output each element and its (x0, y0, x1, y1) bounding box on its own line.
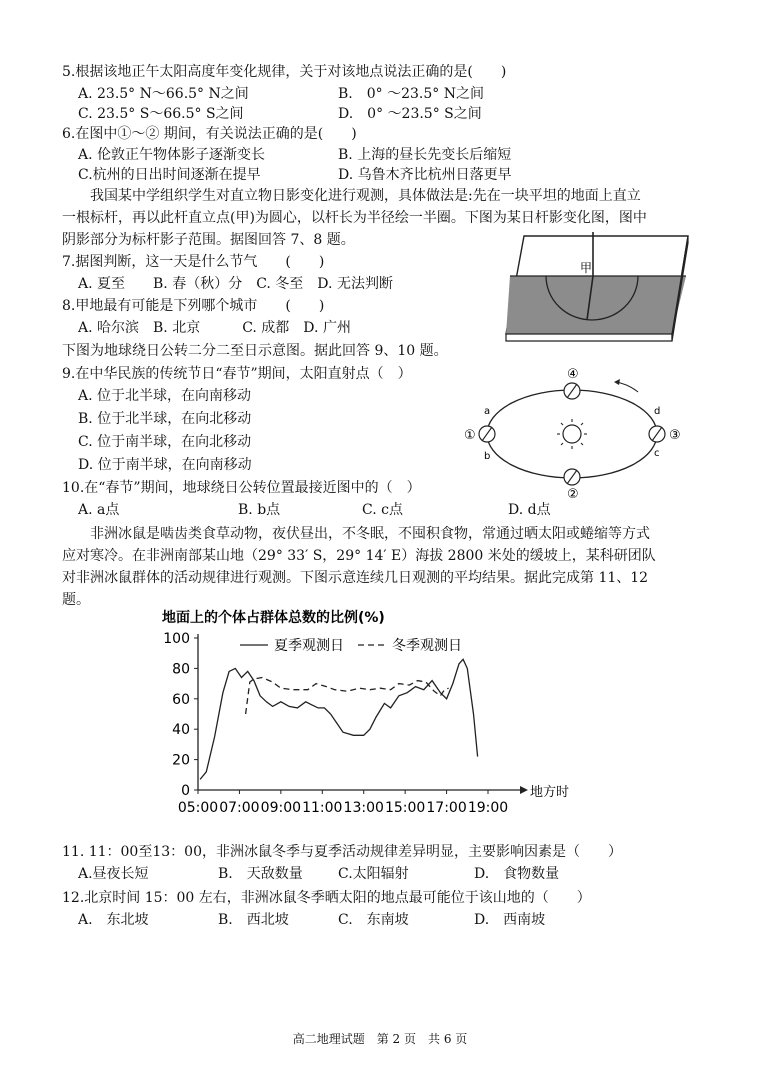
point-a-label: a (484, 406, 491, 417)
series-line-winter (246, 678, 449, 715)
y-tick-label: 40 (172, 722, 190, 739)
q10-option-a: A. a点 (78, 502, 120, 518)
x-tick-label: 11:00 (302, 800, 343, 816)
q11-stem: 11. 11：00至13：00，非洲冰鼠冬季与夏季活动规律差异明显，主要影响因素是（ ） (62, 844, 622, 860)
chart-legend (240, 638, 462, 654)
q9-option-b: B. 位于北半球，在向北移动 (78, 411, 252, 427)
x-axis-arrow (520, 786, 528, 794)
y-tick-label: 0 (181, 783, 190, 799)
x-tick-label: 17:00 (426, 800, 467, 816)
series-line-summary (200, 659, 478, 779)
q7-options: A. 夏至 B. 春（秋）分 C. 冬至 D. 无法判断 (78, 276, 393, 292)
intro-1112-line-2: 应对寒冷。在非洲南部某山地（29° 33′ S，29° 14′ E）海拔 2800 米处的缓坡上，某科研团队 (62, 548, 656, 564)
intro-1112-line-3: 对非洲冰鼠群体的活动规律进行观测。下图示意连续几日观测的平均结果。据此完成第 11、12 (62, 570, 649, 586)
q9-stem: 9.在中华民族的传统节日“春节”期间，太阳直射点（ ） (62, 366, 412, 382)
earth-position-1 (479, 426, 495, 442)
q6-option-b: B. 上海的昼长先变长后缩短 (338, 147, 512, 163)
label-position-3: ③ (669, 428, 681, 443)
point-jia-label: 甲 (580, 261, 593, 275)
q10-stem: 10.在“春节”期间，地球绕日公转位置最接近图中的（ ） (62, 480, 421, 496)
x-tick-label: 19:00 (467, 800, 509, 816)
intro-78-line-2: 一根标杆，再以此杆直立点(甲)为圆心，以杆长为半径绘一半圈。下图为某日杆影变化图，图中 (62, 210, 647, 226)
x-axis-label: 地方时 (530, 785, 570, 800)
arrow-head (614, 379, 620, 385)
q6-stem: 6.在图中①～② 期间，有关说法正确的是( ) (62, 126, 357, 142)
q5-option-a: A. 23.5° N～66.5° N之间 (78, 86, 249, 102)
q8-options: A. 哈尔滨 B. 北京 C. 成都 D. 广州 (78, 320, 351, 336)
point-c-label: c (654, 448, 660, 459)
orbit-figure (460, 362, 700, 502)
q11-option-c: C.太阳辐射 (338, 866, 409, 882)
earth-position-2 (564, 469, 580, 485)
q9-option-a: A. 位于北半球，在向南移动 (78, 388, 252, 404)
intro-1112-line-4: 题。 (62, 592, 90, 608)
q11-option-d: D. 食物数量 (474, 866, 560, 882)
orbit-direction-arrow (616, 382, 638, 392)
q9-option-d: D. 位于南半球，在向南移动 (78, 457, 252, 473)
intro-78-line-3: 阴影部分为标杆影子范围。据图回答 7、8 题。 (62, 232, 355, 248)
q10-option-b: B. b点 (238, 502, 281, 518)
label-position-4: ④ (567, 367, 579, 382)
q8-stem: 8.甲地最有可能是下列哪个城市 ( ) (62, 298, 325, 314)
chart-title: 地面上的个体占群体总数的比例(%) (162, 610, 385, 626)
legend-label: 夏季观测日 (274, 638, 344, 654)
x-tick-label: 13:00 (343, 800, 384, 816)
q6-option-c: C.杭州的日出时间逐渐在提早 (78, 167, 261, 183)
q12-stem: 12.北京时间 15：00 左右，非洲冰鼠冬季晒太阳的地点最可能位于该山地的（ ） (62, 890, 591, 906)
q12-option-b: B. 西北坡 (218, 912, 289, 928)
q5-option-d: D. 0° ～23.5° S之间 (338, 106, 482, 122)
ground-front (506, 334, 672, 341)
x-tick-label: 09:00 (260, 800, 302, 816)
page-footer: 高二地理试题 第 2 页 共 6 页 (292, 1032, 468, 1046)
sun-icon (557, 419, 587, 449)
intro-78-line-1: 我国某中学组织学生对直立物日影变化进行观测，具体做法是:先在一块平坦的地面上直立 (90, 188, 641, 204)
earth-position-3 (649, 426, 665, 442)
point-d-label: d (654, 406, 661, 417)
q6-option-d: D. 乌鲁木齐比杭州日落更早 (338, 167, 512, 183)
x-tick-label: 07:00 (219, 800, 260, 816)
y-tick-label: 100 (163, 631, 190, 647)
label-position-2: ② (567, 487, 579, 502)
x-tick-label: 15:00 (384, 800, 426, 816)
label-position-1: ① (464, 428, 476, 443)
q10-option-d: D. d点 (508, 502, 551, 518)
y-tick-label: 60 (172, 691, 190, 708)
shadow-figure (496, 232, 690, 344)
x-tick-label: 05:00 (177, 800, 219, 816)
q10-option-c: C. c点 (362, 502, 403, 518)
q6-option-a: A. 伦敦正午物体影子逐渐变长 (78, 147, 266, 163)
q11-option-b: B. 天敌数量 (218, 866, 303, 882)
y-tick-label: 20 (172, 752, 190, 769)
earth-position-4 (564, 383, 580, 399)
point-b-label: b (484, 451, 491, 462)
q9-option-c: C. 位于南半球，在向北移动 (78, 434, 252, 450)
q12-option-c: C. 东南坡 (338, 912, 409, 928)
chart-series (200, 659, 478, 779)
intro-910: 下图为地球绕日公转二分二至日示意图。据此回答 9、10 题。 (62, 343, 448, 359)
y-tick-label: 80 (172, 661, 190, 678)
q5-stem: 5.根据该地正午太阳高度年变化规律，关于对该地点说法正确的是( ) (62, 64, 507, 80)
legend-label: 冬季观测日 (392, 638, 462, 654)
q5-option-b: B. 0° ～23.5° N之间 (338, 86, 484, 102)
q5-option-c: C. 23.5° S～66.5° S之间 (78, 106, 244, 122)
q12-option-a: A. 东北坡 (78, 912, 149, 928)
chart-axes (163, 631, 528, 816)
q11-option-a: A.昼夜长短 (78, 866, 149, 882)
q7-stem: 7.据图判断，这一天是什么节气 ( ) (62, 254, 325, 270)
intro-1112-line-1: 非洲冰鼠是啮齿类食草动物，夜伏昼出，不冬眠，不囤积食物，常通过晒太阳或蜷缩等方式 (90, 526, 650, 542)
activity-line-chart (150, 600, 570, 824)
shadow-area (506, 276, 686, 334)
q12-option-d: D. 西南坡 (474, 912, 546, 928)
